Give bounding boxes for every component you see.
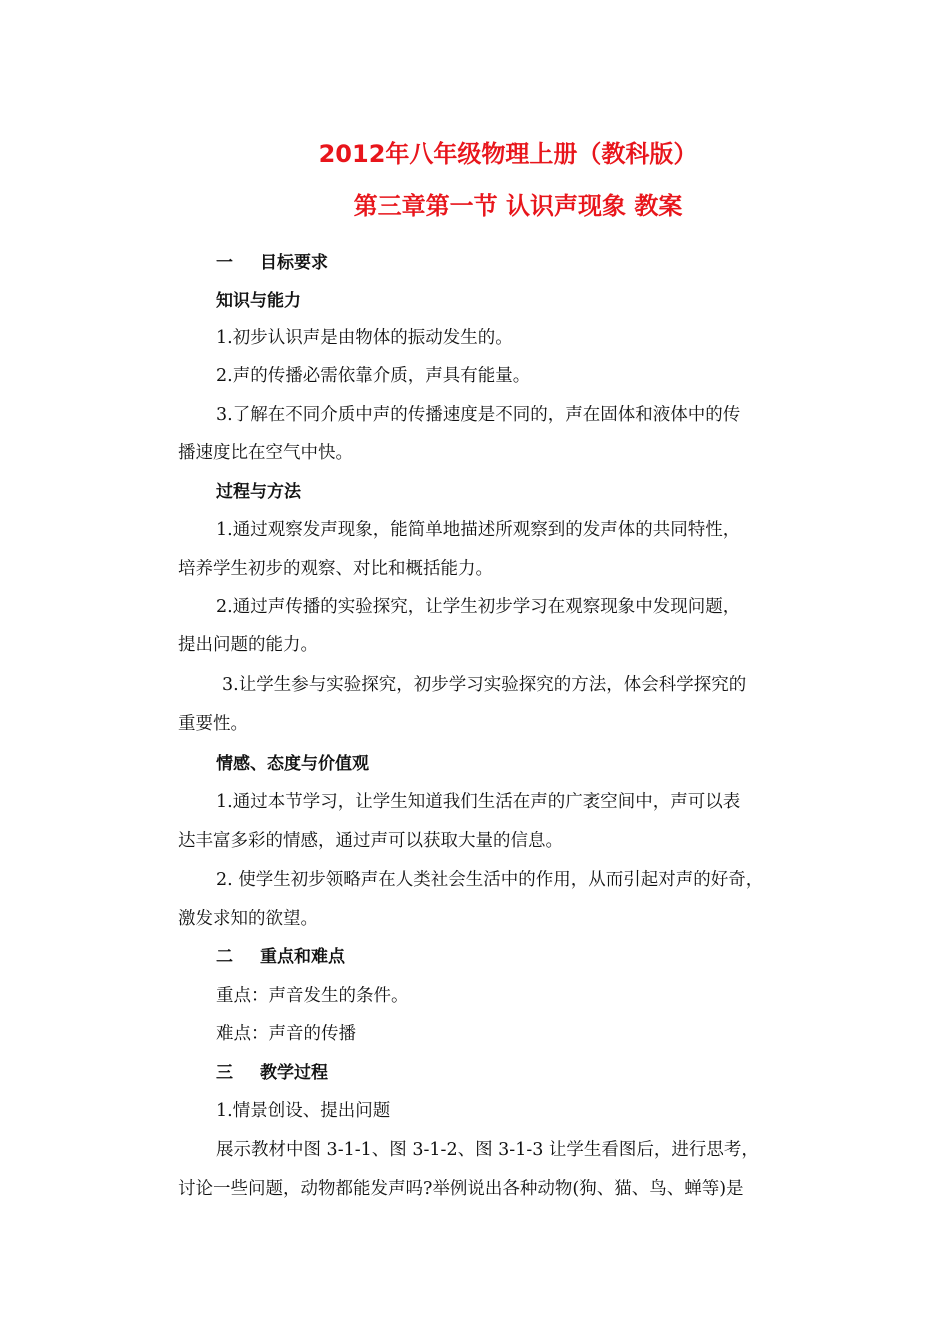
paragraph-line: 重要性。 [178,714,248,734]
section-number: 三 [216,1063,233,1083]
paragraph-line: 1.通过本节学习，让学生知道我们生活在声的广袤空间中，声可以表 [216,792,741,812]
section-heading-3 [216,1061,328,1085]
paragraph-line: 3.了解在不同介质中声的传播速度是不同的，声在固体和液体中的传 [216,405,741,425]
section-label: 重点和难点 [260,947,345,967]
paragraph-line: 1.初步认识声是由物体的振动发生的。 [216,328,513,348]
section-heading-1 [216,251,328,275]
paragraph-line: 3.让学生参与实验探究，初步学习实验探究的方法，体会科学探究的 [222,675,747,695]
paragraph-line: 培养学生初步的观察、对比和概括能力。 [178,559,493,579]
paragraph-line: 1.情景创设、提出问题 [216,1101,391,1121]
subheading-emotion: 情感、态度与价值观 [216,754,369,774]
paragraph-line: 难点：声音的传播 [216,1024,356,1044]
document-subtitle: 第三章第一节 认识声现象 教案 [353,192,683,220]
section-number: 一 [216,253,233,273]
paragraph-line: 达丰富多彩的情感，通过声可以获取大量的信息。 [178,831,563,851]
paragraph-line: 1.通过观察发声现象，能简单地描述所观察到的发声体的共同特性， [216,520,741,540]
section-number: 二 [216,947,233,967]
paragraph-line: 重点：声音发生的条件。 [216,986,409,1006]
paragraph-line: 激发求知的欲望。 [178,909,318,929]
paragraph-line: 展示教材中图 3-1-1、图 3-1-2、图 3-1-3 让学生看图后，进行思考， [216,1140,759,1160]
paragraph-line: 2.通过声传播的实验探究，让学生初步学习在观察现象中发现问题， [216,597,741,617]
subheading-process: 过程与方法 [216,482,301,502]
paragraph-line: 提出问题的能力。 [178,635,318,655]
subheading-knowledge: 知识与能力 [216,291,301,311]
paragraph-line: 播速度比在空气中快。 [178,443,353,463]
paragraph-line: 2.声的传播必需依靠介质，声具有能量。 [216,366,531,386]
paragraph-line: 讨论一些问题，动物都能发声吗?举例说出各种动物(狗、猫、鸟、蝉等)是 [178,1179,744,1199]
document-title: 2012年八年级物理上册（教科版） [318,140,698,168]
paragraph-line: 2. 使学生初步领略声在人类社会生活中的作用，从而引起对声的好奇， [216,870,764,890]
section-label: 目标要求 [260,253,328,273]
section-label: 教学过程 [260,1063,328,1083]
section-heading-2 [216,945,345,969]
